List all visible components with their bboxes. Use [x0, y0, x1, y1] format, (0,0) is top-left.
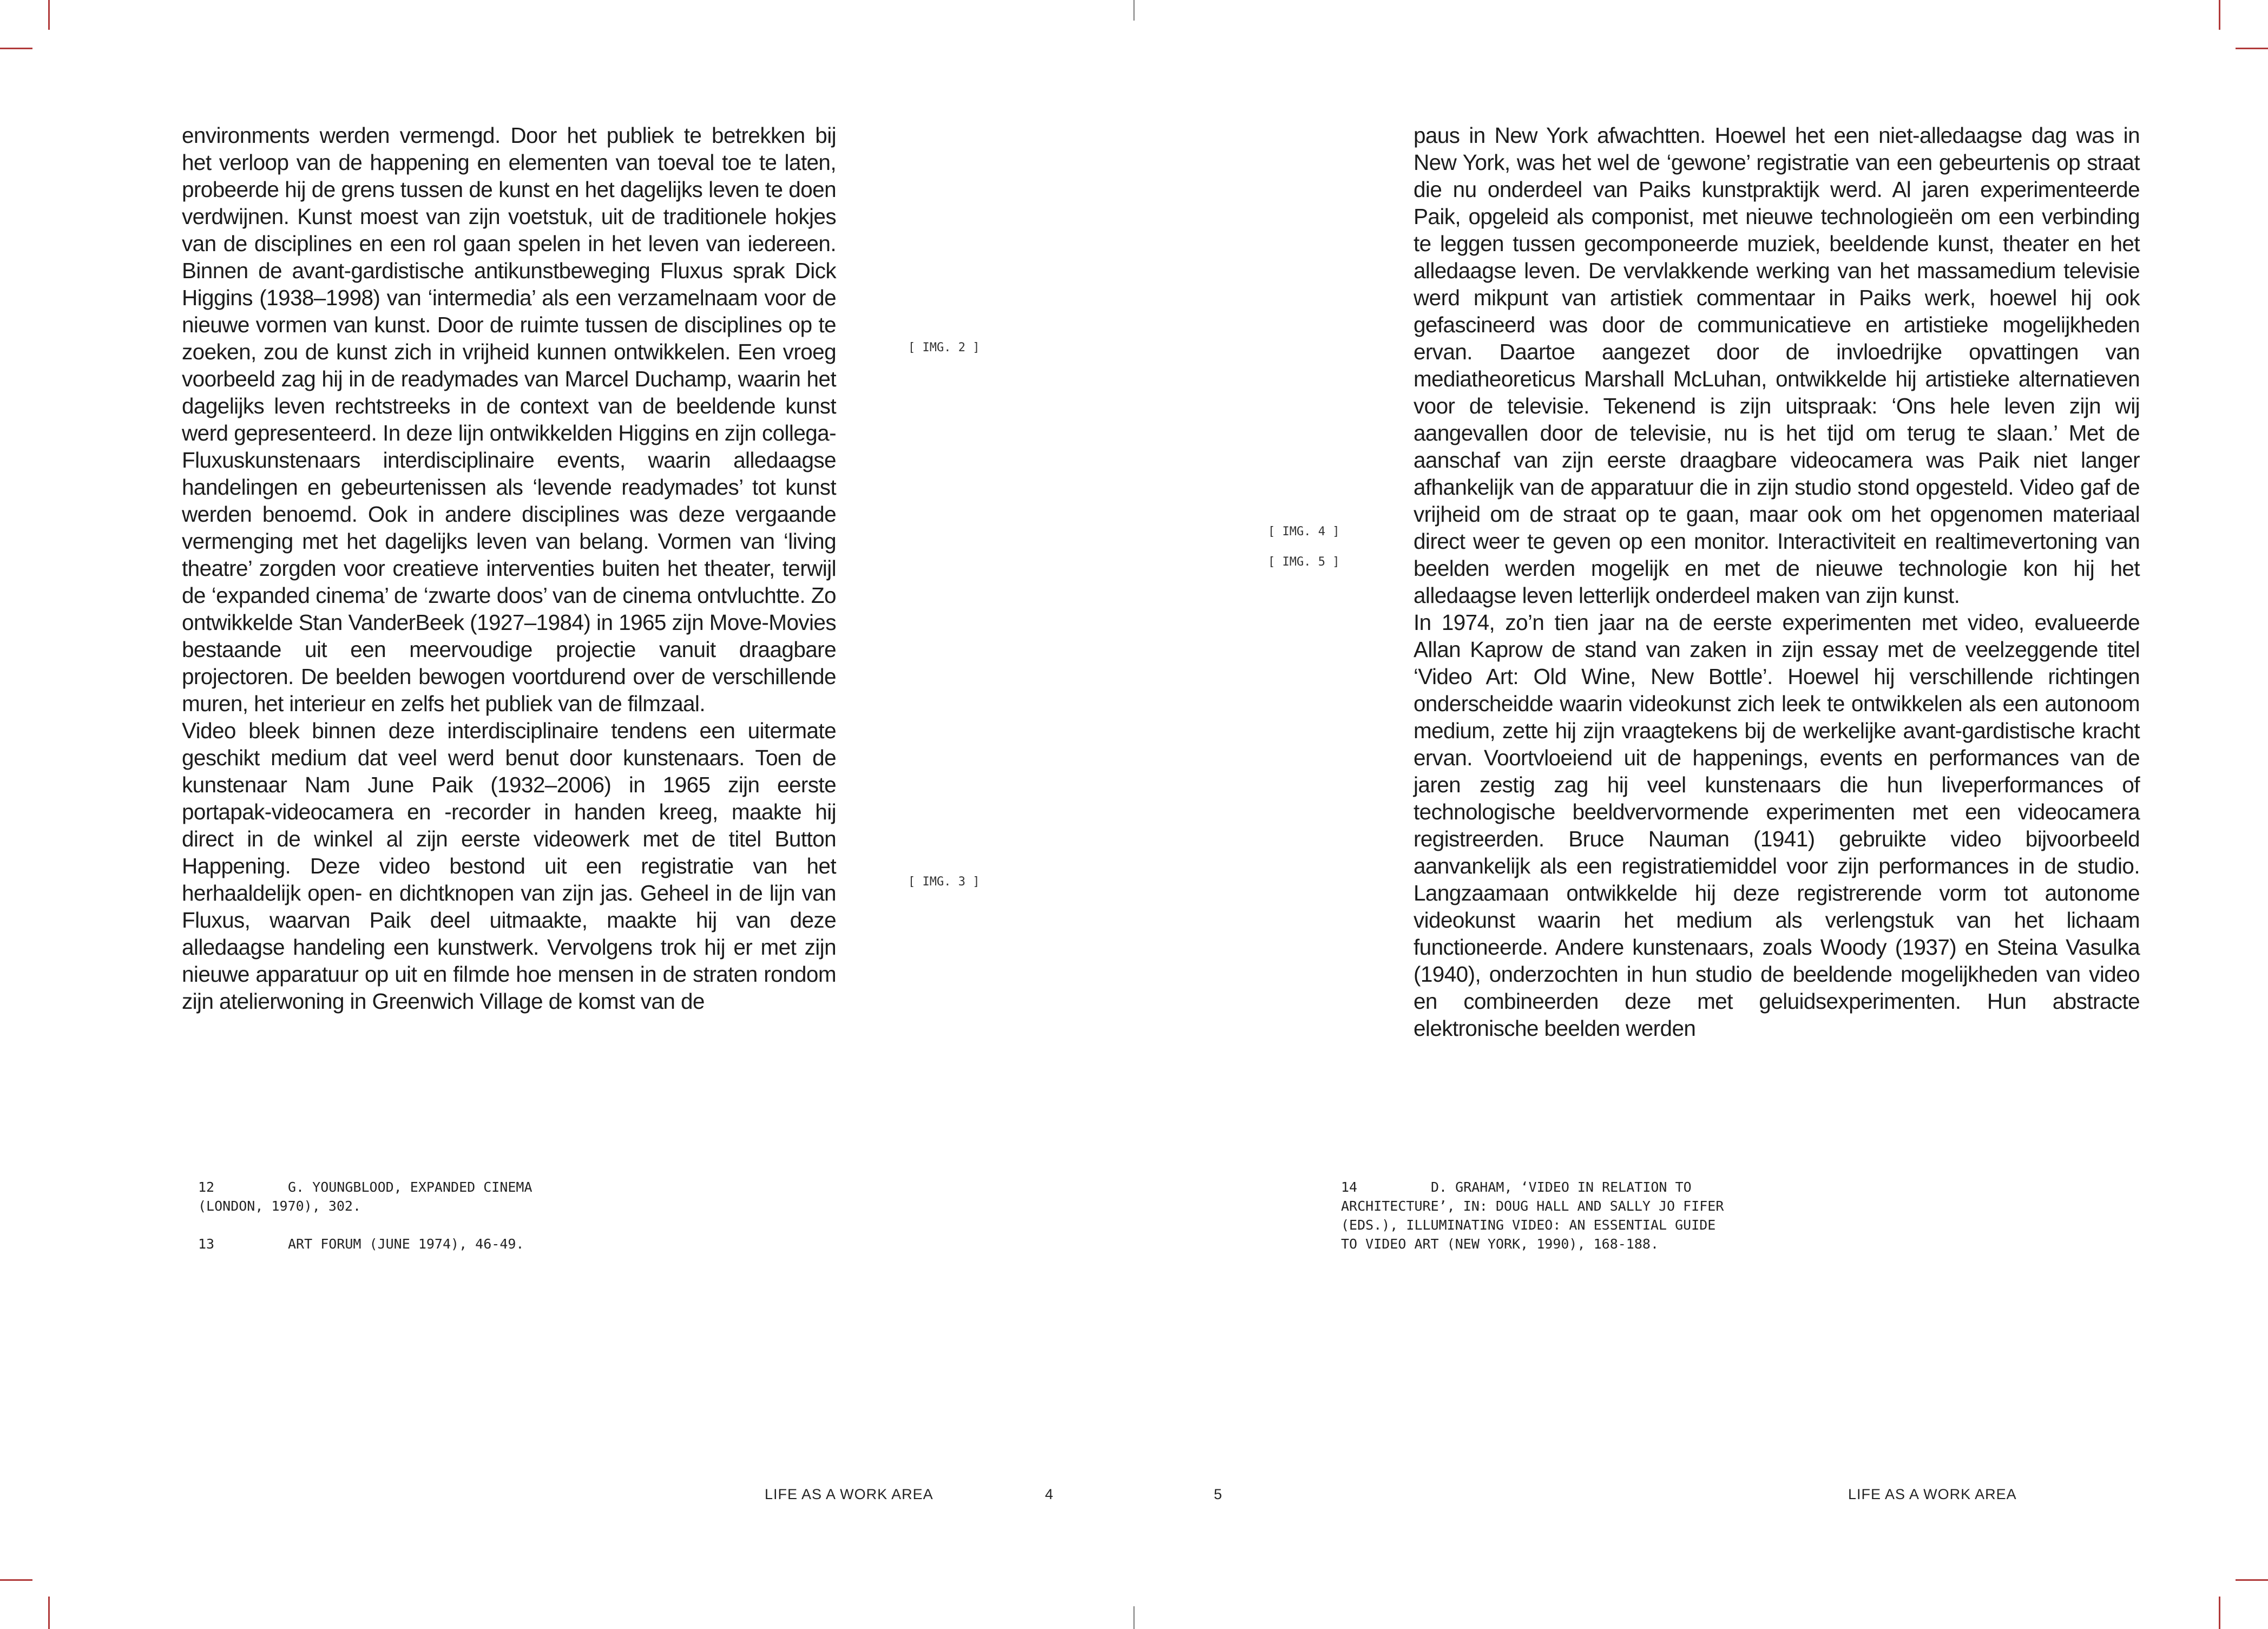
running-head: LIFE AS A WORK AREA: [765, 1486, 934, 1502]
crop-mark: [2236, 1579, 2268, 1581]
page-number: 4: [1045, 1486, 1054, 1502]
footnote: [198, 1178, 609, 1216]
footnote-text: G. YOUNGBLOOD, EXPANDED CINEMA (LONDON, 1970), 302.: [198, 1179, 533, 1214]
page-number: 5: [1214, 1486, 1222, 1502]
image-reference: [ IMG. 4 ]: [1268, 525, 1340, 538]
image-reference: [ IMG. 2 ]: [908, 341, 980, 354]
footnote: [1341, 1178, 1817, 1253]
paragraph: environments werden vermengd. Door het publiek te betrekken bij het verloop van de happening en elementen van toeval toe te laten, probeerde hij de grens tussen de kunst en het dagelijks leven te doen verdwijnen. Kunst moest van zijn voetstuk, uit de traditionele hokjes van de disciplines en een rol gaan spelen in het leven van iedereen. Binnen de avant-gardistische antikunstbeweging Fluxus sprak Dick Higgins (1938–1998) van ‘intermedia’ als een verzamelnaam voor de nieuwe vormen van kunst. Door de ruimte tussen de disciplines op te zoeken, zou de kunst zich in vrijheid kunnen ontwikkelen. Een vroeg voorbeeld zag hij in de readymades van Marcel Duchamp, waarin het dagelijks leven rechtstreeks in de context van de beeldende kunst werd gepresenteerd. In deze lijn ontwikkelden Higgins en zijn collega-Fluxuskunstenaars interdisciplinaire events, waarin alledaagse handelingen en gebeurtenissen als ‘levende readymades’ tot kunst werden benoemd. Ook in andere disciplines was deze vergaande vermenging met het dagelijks leven van belang. Vormen van ‘living theatre’ zorgden voor creatieve interventies buiten het theater, terwijl de ‘expanded cinema’ de ‘zwarte doos’ van de cinema ontvluchtte. Zo ontwikkelde Stan VanderBeek (1927–1984) in 1965 zijn Move-Movies bestaande uit een meervoudige projectie vanuit draagbare projectoren. De beelden bewogen voortdurend over de verschillende muren, het interieur en zelfs het publiek van de filmzaal.: [182, 123, 836, 716]
footnote-text: ART FORUM (JUNE 1974), 46-49.: [288, 1236, 524, 1252]
running-head: LIFE AS A WORK AREA: [1848, 1486, 2017, 1502]
image-reference: [ IMG. 3 ]: [908, 875, 980, 889]
crop-mark: [2236, 48, 2268, 49]
right-body-text: [1414, 122, 2140, 1042]
footnote-text: D. GRAHAM, ‘VIDEO IN RELATION TO ARCHITECTURE’, IN: DOUG HALL AND SALLY JO FIFER (EDS.), ILLUMINATING VIDEO: AN ESSENTIAL GUIDE TO VIDEO ART (NEW YORK, 1990), 168-188.: [1341, 1179, 1724, 1252]
crop-mark: [2219, 1597, 2220, 1629]
paragraph: In 1974, zo’n tien jaar na de eerste experimenten met video, evalueerde Allan Kaprow de stand van zaken in zijn essay met de veelzeggende titel ‘Video Art: Old Wine, New Bottle’. Hoewel hij verschillende richtingen onderscheidde waarin videokunst zich leek te ontwikkelen als een autonoom medium, zette hij zijn vraagtekens bij de werkelijke avant-gardistische kracht ervan. Voortvloeiend uit de happenings, events en performances van de jaren zestig zag hij veel kunstenaars die hun liveperformances of technologische beeldvervormende experimenten met een videocamera registreerden. Bruce Nauman (1941) gebruikte video bijvoorbeeld aanvankelijk als een registratiemiddel voor zijn performances in de studio. Langzaamaan ontwikkelde hij deze registrerende vorm tot autonome videokunst waarin het medium als verlengstuk van het lichaam functioneerde. Andere kunstenaars, zoals Woody (1937) en Steina Vasulka (1940), onderzochten in hun studio de beeldende mogelijkheden van video en combineerden deze met geluidsexperimenten. Hun abstracte elektronische beelden werden: [1414, 610, 2140, 1041]
footnote: [198, 1234, 609, 1253]
crop-mark: [1133, 0, 1135, 21]
crop-mark: [2219, 0, 2220, 30]
crop-mark: [0, 48, 32, 49]
left-body-text: [182, 122, 836, 1015]
crop-mark: [48, 0, 50, 30]
image-reference: [ IMG. 5 ]: [1268, 555, 1340, 569]
crop-mark: [48, 1597, 50, 1629]
crop-mark: [0, 1579, 32, 1581]
paragraph: paus in New York afwachtten. Hoewel het een niet-alledaagse dag was in New York, was het wel de ‘gewone’ registratie van een gebeurtenis op straat die nu onderdeel van Paiks kunstpraktijk werd. Al jaren experimenteerde Paik, opgeleid als componist, met nieuwe technologieën om een verbinding te leggen tussen gecomponeerde muziek, beeldende kunst, theater en het alledaagse leven. De vervlakkende werking van het massamedium televisie werd mikpunt van artistiek commentaar in Paiks werk, hoewel hij ook gefascineerd was door de communicatieve en artistieke mogelijkheden ervan. Daartoe aangezet door de invloedrijke opvattingen van mediatheoreticus Marshall McLuhan, ontwikkelde hij artistieke alternatieven voor de televisie. Tekenend is zijn uitspraak: ‘Ons hele leven zijn wij aangevallen door de televisie, nu is het tijd om terug te slaan.’ Met de aanschaf van zijn eerste draagbare videocamera was Paik niet langer afhankelijk van de apparatuur die in zijn studio stond opgesteld. Video gaf de vrijheid om de straat op te gaan, maar ook om het opgenomen materiaal direct weer te geven op een monitor. Interactiviteit en realtimevertoning van beelden werden mogelijk en met de nieuwe technologie kon hij het alledaagse leven letterlijk onderdeel maken van zijn kunst.: [1414, 123, 2140, 608]
crop-mark: [1133, 1606, 1135, 1629]
footnote-number: 13: [198, 1236, 215, 1252]
footnote-number: 14: [1341, 1179, 1358, 1195]
paragraph: Video bleek binnen deze interdisciplinaire tendens een uitermate geschikt medium dat veel werd benut door kunstenaars. Toen de kunstenaar Nam June Paik (1932–2006) in 1965 zijn eerste portapak-videocamera en -recorder in handen kreeg, maakte hij direct in de winkel al zijn eerste videowerk met de titel Button Happening. Deze video bestond uit een registratie van het herhaaldelijk open- en dichtknopen van zijn jas. Geheel in de lijn van Fluxus, waarvan Paik deel uitmaakte, maakte hij van deze alledaagse handeling een kunstwerk. Vervolgens trok hij er met zijn nieuwe apparatuur op uit en filmde hoe mensen in de straten rondom zijn atelierwoning in Greenwich Village de komst van de: [182, 718, 836, 1014]
footnote-number: 12: [198, 1179, 215, 1195]
